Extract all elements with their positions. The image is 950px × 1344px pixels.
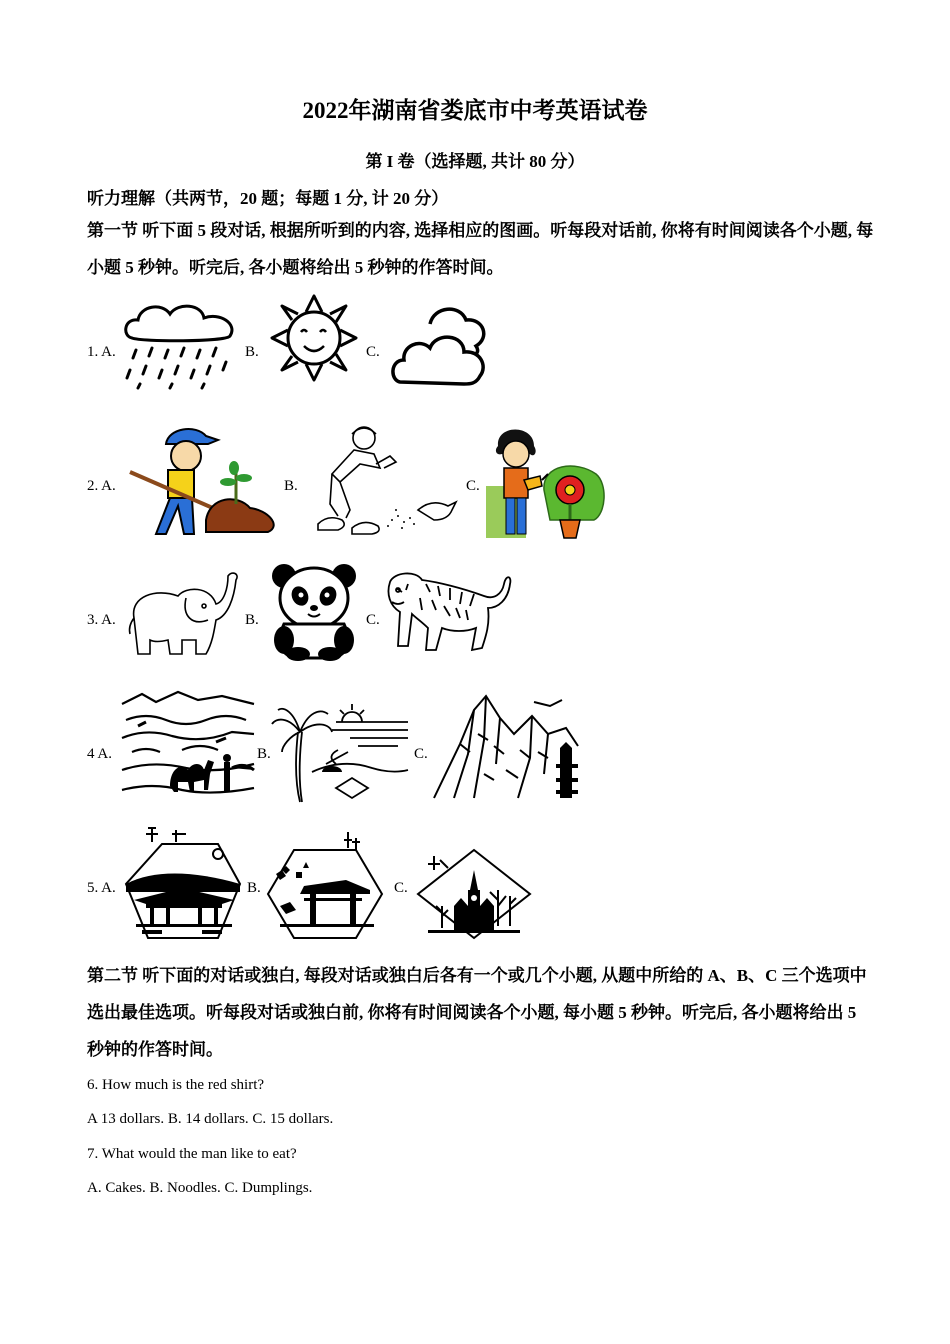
boy-watering-flowers-icon	[486, 424, 606, 540]
mountains-icon	[434, 694, 578, 802]
chinese-buildings-icon	[122, 826, 244, 942]
q2-label-b: B.	[284, 478, 298, 494]
q3-label-c: C.	[366, 612, 380, 628]
church-icon	[414, 846, 532, 942]
paper-subtitle: 第 I 卷（选择题, 共计 80 分）	[365, 152, 585, 171]
clouds-icon	[390, 302, 488, 388]
part1-instructions: 第一节 听下面 5 段对话, 根据所听到的内容, 选择相应的图画。听每段对话前, 你将有时间阅读各个小题, 每小题 5 秒钟。听完后, 各小题将给出 5 秒钟的作答时间。	[87, 221, 874, 277]
question-6: 6. How much is the red shirt?	[87, 1077, 265, 1093]
elephant-icon	[124, 568, 242, 660]
q5-label-b: B.	[247, 880, 261, 896]
chinese-gate-icon	[266, 828, 384, 940]
q1-label-a: 1. A.	[87, 344, 116, 360]
q2-label-c: C.	[466, 478, 480, 494]
q5-label-c: C.	[394, 880, 408, 896]
panda-icon	[270, 562, 358, 660]
q4-label-b: B.	[257, 746, 271, 762]
q1-label-b: B.	[245, 344, 259, 360]
q3-label-a: 3. A.	[87, 612, 116, 628]
rain-cloud-icon	[122, 300, 240, 390]
beach-palm-tree-icon	[272, 702, 408, 802]
page-title: 2022年湖南省娄底市中考英语试卷	[302, 98, 648, 123]
part2-instructions: 第二节 听下面的对话或独白, 每段对话或独白后各有一个或几个小题, 从题中所给的 A、B、C 三个选项中选出最佳选项。听每段对话或独白前, 你将有时间阅读各个小题, 每小题 5 秒钟。听完后, 各小题将给出 5 秒钟的作答时间。	[87, 966, 867, 1059]
q4-label-a: 4 A.	[87, 746, 113, 762]
question-7-options: A. Cakes. B. Noodles. C. Dumplings.	[87, 1180, 313, 1196]
question-6-options: A 13 dollars. B. 14 dollars. C. 15 dollars.	[87, 1111, 334, 1127]
boy-planting-tree-icon	[126, 422, 278, 540]
desert-camels-icon	[122, 690, 254, 802]
q3-label-b: B.	[245, 612, 259, 628]
sun-icon	[268, 292, 360, 384]
man-feeding-chickens-icon	[302, 424, 462, 540]
section-heading: 听力理解（共两节，20 题；每题 1 分, 计 20 分）	[87, 189, 449, 208]
q5-label-a: 5. A.	[87, 880, 116, 896]
q2-label-a: 2. A.	[87, 478, 116, 494]
q4-label-c: C.	[414, 746, 428, 762]
q1-label-c: C.	[366, 344, 380, 360]
question-7: 7. What would the man like to eat?	[87, 1146, 297, 1162]
tiger-icon	[386, 566, 514, 660]
